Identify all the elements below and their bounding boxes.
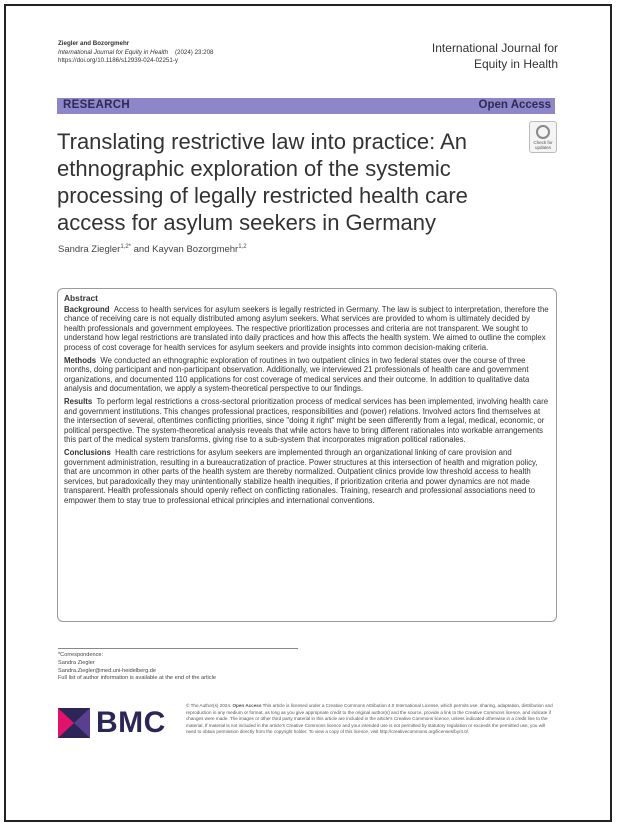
license-body: This article is licensed under a Creative Commons Attribution 4.0 International License, which permits use, sharing, adaptation, distribution and reproduction in any medium or format, as long as you give appropriate credit to the original author(s) and the source, provide a link to the Creative Commons licence, and indicate if changes were made. The images or other third party material in this article are included in the article's Creative Commons licence, unless indicated otherwise in a credit line to the material. If material is not included in the article's Creative Commons licence and your intended use is not permitted by statutory regulation or exceeds the permitted use, you will need to obtain permission directly from the copyright holder. To view a copy of this licence, visit http://creativecommons.org/licenses/by/4.0/. [186,703,553,735]
results-text: To perform legal restrictions a cross-sectoral prioritization process of medical services has been implemented, involving health care and government institutions. This changes professional practices, responsibilities and (power) relations. Involved actors find themselves at the intersection of several, oftentimes conflicting priorities, since "doing it right" might be seen differently from a legal, medical, economic, or political perspective. The system-theoretical analysis reveals that while actors have to bring different rationales into workable arrangements this part of the medical system transforms, giving rise to a sub-system that incorporates migration political rationales. [64,396,549,445]
abstract-results [64,397,550,445]
license-text [186,703,554,736]
section-banner [57,98,555,114]
check-for-updates-label: Check for updates [533,140,553,150]
background-label: Background [64,304,110,314]
article-title: Translating restrictive law into practice: An ethnographic exploration of the systemic processing of legally restricted health care access for asylum seekers in Germany [57,129,468,235]
section-label: RESEARCH [63,99,130,111]
journal-name [432,40,558,72]
open-access-notice-label: Open Access [232,703,262,708]
abstract-conclusions [64,448,550,506]
correspondence-label: *Correspondence: [58,652,104,658]
abstract-background [64,305,550,353]
citation-block [58,40,214,66]
citation-authors: Ziegler and Bozorgmehr [58,40,130,47]
abstract-box [57,288,557,622]
methods-text: We conducted an ethnographic exploration of routines in two outpatient clinics in two federal states over the course of three months, doing participant and non-participant observation. Additionally, we interviewed 21 professionals of health care and government organizations, and documented 110 applications for cost coverage of medical services and their outcome. In addition to qualitative data analysis and documentation, we apply a system-theoretical perspective to our findings. [64,355,530,394]
check-for-updates-icon [536,125,550,139]
bmc-logo-icon [58,708,90,738]
check-for-updates-badge[interactable] [529,121,557,153]
abstract-heading: Abstract [64,293,98,303]
correspondence-block [58,648,298,683]
correspondence-name: Sandra Ziegler [58,659,95,666]
conclusions-label: Conclusions [64,447,111,457]
author-separator: and [131,244,153,256]
author-affiliation: 1,2 [238,244,247,250]
citation-volume: (2024) 23:208 [174,48,214,56]
author-name[interactable]: Kayvan Bozorgmehr [152,244,239,256]
bmc-logo-text: BMC [96,706,166,739]
conclusions-text: Health care restrictions for asylum seekers are implemented through an organizational linking of care provision and government administration, resulting in a bureaucratization of practice. Power structures at this intersection of health and migration policy, that are uncommon in other parts of the health system are thereby normalized. Outpatient clinics provide low threshold access to health services, but paradoxically they may unintentionally stabilize health inequities, if prioritization criteria and power dynamics are not made transparent. Health professionals should openly reflect on conflicting rationales. Training, research and professional associations need to empower them to stay true to professional ethical principles and international conventions. [64,447,538,505]
citation-journal: International Journal for Equity in Health [58,48,169,56]
journal-name-line2: Equity in Health [473,57,558,71]
journal-name-line1: International Journal for [431,41,558,55]
correspondence-email[interactable]: Sandra.Ziegler@med.uni-heidelberg.de [58,667,157,674]
results-label: Results [64,396,93,406]
copyright-notice: © The Author(s) 2024. [186,703,232,708]
abstract-methods [64,356,550,394]
author-affiliation: 1,2* [120,244,131,250]
author-info-note: Full list of author information is available at the end of the article [58,675,216,682]
author-name[interactable]: Sandra Ziegler [58,244,121,256]
doi-link[interactable]: https://doi.org/10.1186/s12939-024-02251-y [58,57,178,64]
open-access-label: Open Access [478,99,551,111]
author-list [58,244,247,255]
methods-label: Methods [64,355,97,365]
background-text: Access to health services for asylum seekers is legally restricted in Germany. The law is subject to interpretation, therefore the chance of receiving care is not equally distributed among asylum seekers. What services are provided to whom is ultimately decided by health professionals and government employees. The respective prioritization processes and criteria are not transparent. We sought to understand how legal restrictions are translated into daily practices and how this affects the health system. We aimed to outline the complex process of cost coverage for health services for asylum seekers and provide insights into common decision-making criteria. [64,304,549,352]
